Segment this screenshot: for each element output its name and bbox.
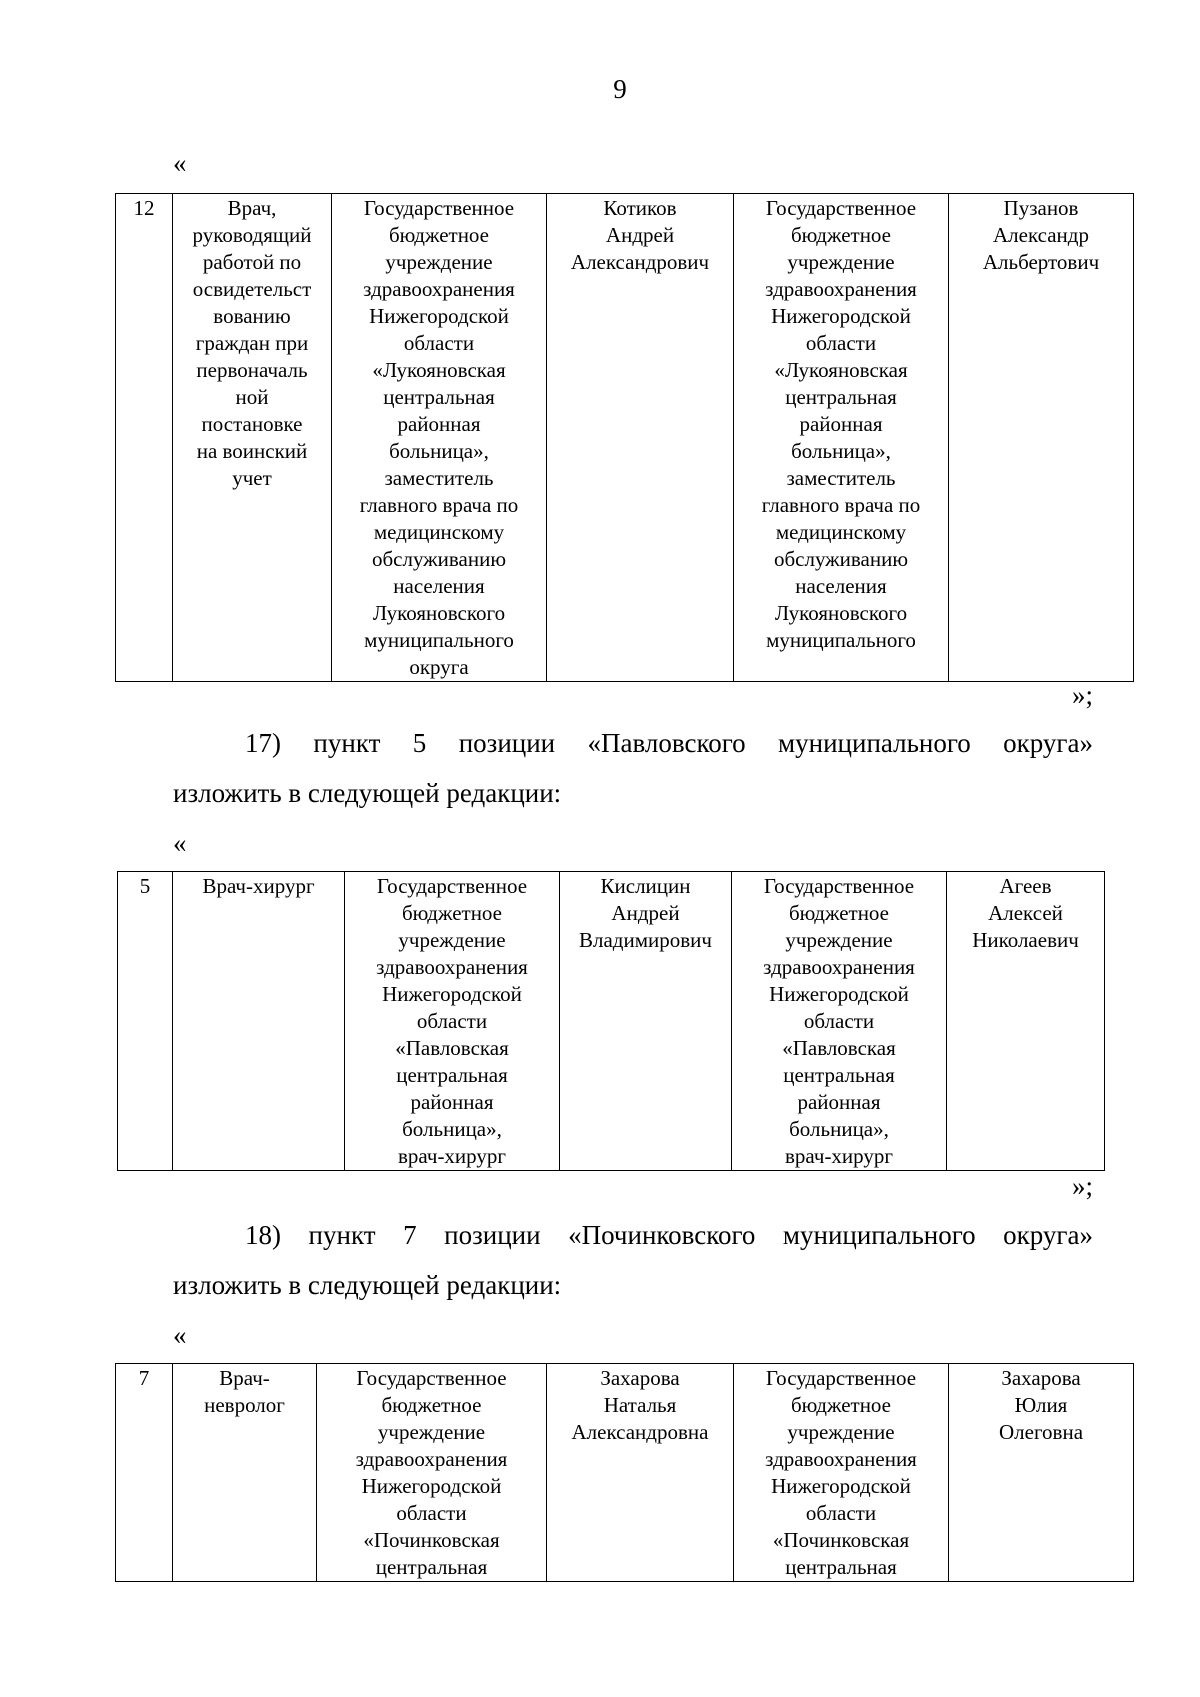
cell-text-line: Нижегородской [769, 982, 909, 1006]
cell-text-line: обслуживанию [371, 547, 507, 571]
cell-text-line: Государственное [763, 874, 915, 898]
cell-text-line: здравоохранения [355, 1447, 508, 1471]
cell-text-line: Андрей [605, 223, 675, 247]
cell-text-line: районная [797, 1090, 881, 1114]
cell-text-line: центральная [383, 385, 495, 409]
cell-position [173, 194, 332, 682]
cell-text-line: первоначаль [196, 358, 308, 382]
close-quote: »; [1071, 680, 1093, 710]
cell-text-line: Врач, [227, 196, 277, 220]
cell-text-line: Александр [993, 223, 1089, 247]
cell-text-line: населения [393, 574, 485, 598]
cell-position [173, 1364, 317, 1582]
cell-text-line: Юлия [1014, 1393, 1068, 1417]
cell-text-line: постановке [201, 412, 303, 436]
cell-text-line: учреждение [785, 928, 893, 952]
cell-person-alt [949, 194, 1134, 682]
cell-text-line: районная [799, 412, 883, 436]
cell-text-line: Государственное [356, 1366, 507, 1390]
cell-text-line: Алексей [988, 901, 1063, 925]
cell-text-line: «Лукояновская [372, 358, 506, 382]
table-row [118, 872, 1105, 1171]
cell-text-line: врач-хирург [784, 1144, 894, 1168]
paragraph-item-18 [173, 1210, 1093, 1310]
cell-organization-alt [734, 194, 949, 682]
cell-text-line: населения [795, 574, 887, 598]
cell-text-line: Государственное [765, 1366, 917, 1390]
cell-text-line: Агеев [999, 874, 1052, 898]
cell-text-line: Нижегородской [361, 1474, 502, 1498]
paragraph-line: изложить в следующей редакции: [173, 1270, 562, 1300]
cell-text-line: Лукояновского [774, 601, 908, 625]
cell-text-line: медицинскому [373, 520, 505, 544]
cell-text-line: центральная [783, 1063, 895, 1087]
cell-text-line: Олеговна [998, 1420, 1084, 1444]
open-quote: « [173, 148, 187, 178]
cell-text-line: бюджетное [788, 901, 890, 925]
paragraph-line: 18) пункт 7 позиции «Починковского муниципального округа» [245, 1220, 1093, 1250]
cell-text-line: Кислицин [600, 874, 691, 898]
cell-text-line: «Лукояновская [774, 358, 908, 382]
cell-text-line: Пузанов [1003, 196, 1079, 220]
cell-text-line: округа [409, 655, 469, 679]
cell-text-line: Наталья [603, 1393, 677, 1417]
cell-text-line: граждан при [195, 331, 309, 355]
cell-text-line: на воинский [196, 439, 308, 463]
cell-text-line: здравоохранения [765, 1447, 917, 1471]
cell-text-line: «Починковская [363, 1528, 500, 1552]
cell-text-line: Нижегородской [382, 982, 522, 1006]
cell-text-line: здравоохранения [376, 955, 528, 979]
close-quote: »; [1071, 1171, 1093, 1201]
cell-text-line: области [803, 1009, 875, 1033]
cell-text-line: центральная [785, 385, 897, 409]
cell-text-line: Врач- [219, 1366, 270, 1390]
cell-text-line: здравоохранения [763, 955, 915, 979]
table-position-5 [117, 871, 1105, 1171]
table-row [116, 194, 1134, 682]
cell-text-line: бюджетное [401, 901, 503, 925]
cell-text-line: больница», [402, 1117, 502, 1141]
cell-text-line: врач-хирург [397, 1144, 507, 1168]
cell-text-line: Александровна [571, 1420, 709, 1444]
cell-text-line: области [403, 331, 475, 355]
cell-text-line: Альбертович [982, 250, 1100, 274]
cell-text-line: руководящий [192, 223, 312, 247]
cell-text-line: Государственное [765, 196, 917, 220]
cell-text-line: обслуживанию [773, 547, 909, 571]
cell-text-line: учреждение [377, 1420, 486, 1444]
cell-text-line: бюджетное [381, 1393, 482, 1417]
cell-text-line: бюджетное [790, 1393, 892, 1417]
cell-text-line: области [416, 1009, 488, 1033]
cell-text-line: Государственное [363, 196, 515, 220]
cell-person [547, 194, 734, 682]
cell-text-line: бюджетное [790, 223, 892, 247]
open-quote: « [173, 828, 187, 858]
cell-organization-alt [732, 872, 947, 1171]
cell-text-line: здравоохранения [363, 277, 515, 301]
cell-text-line: районная [397, 412, 481, 436]
cell-text-line: учет [232, 466, 272, 490]
cell-text-line: заместитель [384, 466, 494, 490]
cell-text-line: Захарова [600, 1366, 680, 1390]
cell-text-line: учреждение [385, 250, 493, 274]
cell-text-line: главного врача по [359, 493, 519, 517]
cell-text-line: Александрович [570, 250, 710, 274]
cell-text-line: Нижегородской [369, 304, 509, 328]
cell-person-alt [947, 872, 1105, 1171]
cell-text-line: центральная [375, 1555, 488, 1579]
cell-text-line: ной [235, 385, 269, 409]
cell-text-line: районная [410, 1090, 494, 1114]
cell-text-line: Андрей [611, 901, 680, 925]
cell-text-line: Лукояновского [372, 601, 506, 625]
cell-text-line: медицинскому [775, 520, 907, 544]
cell-text-line: заместитель [786, 466, 896, 490]
cell-text-line: Государственное [376, 874, 528, 898]
cell-text-line: Владимирович [579, 928, 712, 952]
cell-text-line: центральная [396, 1063, 508, 1087]
cell-text-line: здравоохранения [765, 277, 917, 301]
cell-text-line: Нижегородской [771, 1474, 911, 1498]
cell-text-line: «Павловская [395, 1036, 509, 1060]
cell-text-line: главного врача по [761, 493, 921, 517]
cell-text-line: учреждение [787, 250, 895, 274]
cell-person-alt [949, 1364, 1134, 1582]
cell-text-line: Захарова [1001, 1366, 1081, 1390]
table-position-12 [115, 193, 1134, 682]
cell-text-line: области [805, 331, 877, 355]
cell-text-line: невролог [204, 1393, 285, 1417]
open-quote: « [173, 1320, 187, 1350]
cell-person [547, 1364, 734, 1582]
table-position-7 [115, 1363, 1134, 1582]
cell-text-line: Врач-хирург [202, 874, 315, 898]
cell-text-line: учреждение [398, 928, 506, 952]
cell-text-line: муниципального [364, 628, 514, 652]
cell-text-line: области [805, 1501, 877, 1525]
cell-number: 12 [116, 194, 173, 682]
cell-position [173, 872, 345, 1171]
cell-text-line: работой по [202, 250, 302, 274]
cell-text-line: больница», [791, 439, 891, 463]
paragraph-item-17 [173, 718, 1093, 818]
page-number: 9 [613, 74, 627, 104]
cell-number: 7 [116, 1364, 173, 1582]
cell-text-line: Нижегородской [771, 304, 911, 328]
cell-number: 5 [118, 872, 173, 1171]
table-row [116, 1364, 1134, 1582]
cell-organization [332, 194, 547, 682]
cell-text-line: области [396, 1501, 467, 1525]
cell-text-line: вованию [213, 304, 291, 328]
cell-organization [317, 1364, 547, 1582]
paragraph-line: 17) пункт 5 позиции «Павловского муниципального округа» [245, 728, 1093, 758]
cell-text-line: «Павловская [782, 1036, 896, 1060]
cell-text-line: бюджетное [388, 223, 490, 247]
cell-organization [345, 872, 560, 1171]
paragraph-line: изложить в следующей редакции: [173, 778, 562, 808]
cell-text-line: освидетельст [192, 277, 312, 301]
cell-organization-alt [734, 1364, 949, 1582]
cell-person [560, 872, 732, 1171]
cell-text-line: больница», [789, 1117, 889, 1141]
cell-text-line: учреждение [787, 1420, 895, 1444]
cell-text-line: Николаевич [972, 928, 1079, 952]
cell-text-line: центральная [785, 1555, 897, 1579]
cell-text-line: больница», [389, 439, 489, 463]
cell-text-line: муниципального [766, 628, 916, 652]
cell-text-line: Котиков [603, 196, 677, 220]
cell-text-line: «Починковская [772, 1528, 910, 1552]
